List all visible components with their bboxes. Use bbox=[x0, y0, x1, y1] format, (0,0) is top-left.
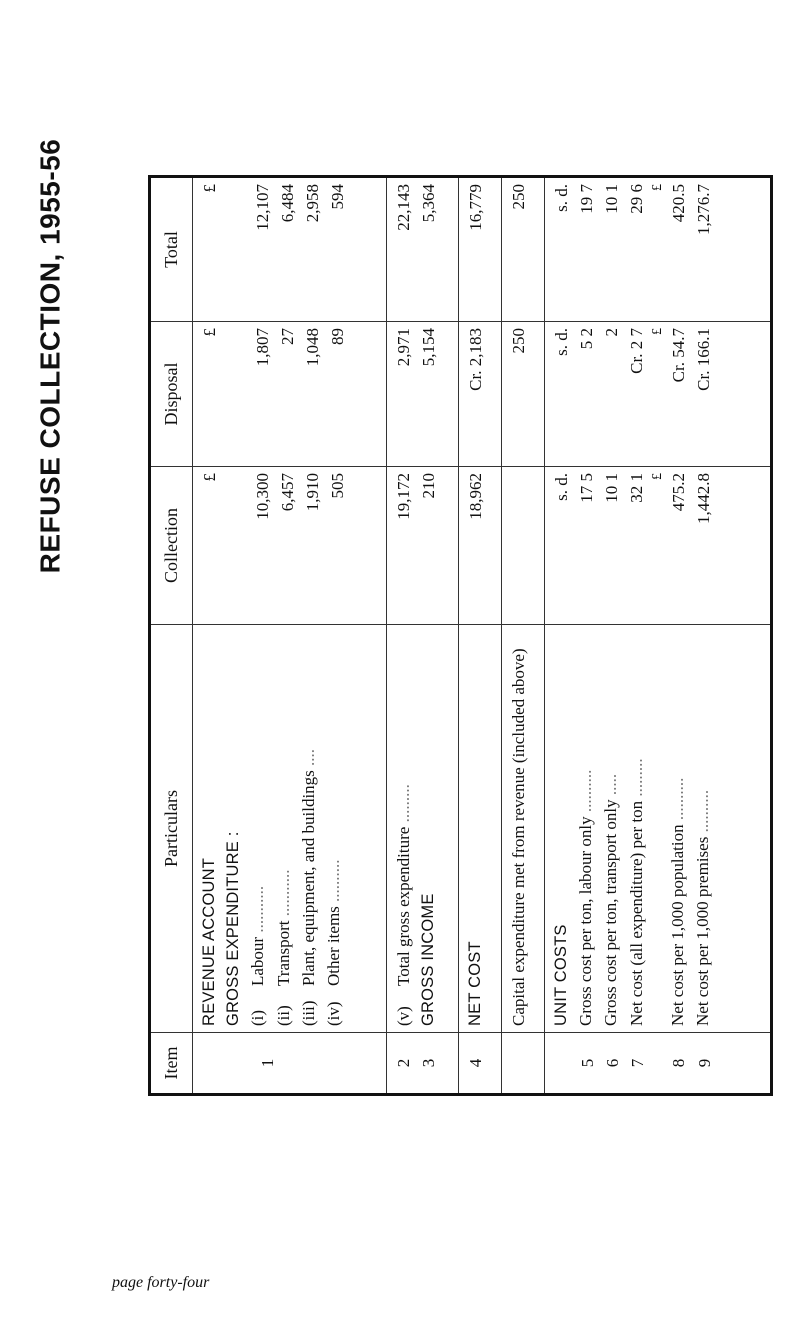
header-disposal: Disposal bbox=[150, 322, 193, 467]
collection-gross: 19,172 210 bbox=[387, 467, 459, 625]
row-gross-income: GROSS INCOME bbox=[419, 893, 438, 1026]
row-gross-labour: Gross cost per ton, labour only .......... bbox=[576, 769, 596, 1026]
header-item: Item bbox=[150, 1033, 193, 1095]
collection-net-cost: 18,962 bbox=[458, 467, 501, 625]
table-row-unit-costs bbox=[544, 177, 771, 1095]
particulars-cell bbox=[387, 625, 459, 1033]
row-net-per-ton: Net cost (all expenditure) per ton ......... bbox=[626, 758, 646, 1026]
particulars-cell bbox=[458, 625, 501, 1033]
particulars-cell bbox=[544, 625, 771, 1033]
disposal-net-cost: Cr. 2,183 bbox=[458, 322, 501, 467]
refuse-collection-table bbox=[148, 175, 773, 1096]
item-cell bbox=[544, 1033, 771, 1095]
row-transport: (ii)Transport ........... bbox=[273, 869, 293, 1026]
total-unit-costs: s. d. 19 7 10 1 29 6 £ 420.5 1,276.7 bbox=[544, 177, 771, 322]
header-total: Total bbox=[150, 177, 193, 322]
item-5: 5 bbox=[577, 1058, 597, 1068]
row-capital: Capital expenditure met from revenue (included above) bbox=[508, 648, 528, 1026]
refuse-table-container bbox=[148, 178, 773, 1096]
item-9: 9 bbox=[694, 1058, 714, 1068]
section-unit-costs: UNIT COSTS bbox=[551, 924, 570, 1026]
item-6: 6 bbox=[603, 1058, 623, 1068]
row-gross-transport: Gross cost per ton, transport only ..... bbox=[601, 773, 621, 1026]
disposal-unit-costs: s. d. 5 2 2 Cr. 2 7 £ Cr. 54.7 Cr. 166.1 bbox=[544, 322, 771, 467]
row-net-cost: NET COST bbox=[465, 941, 484, 1026]
row-net-per-pop: Net cost per 1,000 population .......... bbox=[667, 777, 687, 1026]
table-row-gross bbox=[387, 177, 459, 1095]
item-cell bbox=[458, 1033, 501, 1095]
section-gross-expenditure: GROSS EXPENDITURE : bbox=[224, 831, 243, 1026]
row-labour: (i)Labour ........... bbox=[248, 885, 268, 1026]
section-revenue-account: REVENUE ACCOUNT bbox=[199, 857, 218, 1026]
item-cell bbox=[501, 1033, 544, 1095]
table-header-row bbox=[150, 177, 193, 1095]
rotated-table bbox=[148, 178, 773, 1096]
item-2: 2 bbox=[394, 1058, 414, 1068]
total-expenditure: £ 12,107 6,484 2,958 594 bbox=[192, 177, 387, 322]
particulars-cell bbox=[501, 625, 544, 1033]
disposal-expenditure: £ 1,807 27 1,048 89 bbox=[192, 322, 387, 467]
disposal-capital: 250 bbox=[501, 322, 544, 467]
header-collection: Collection bbox=[150, 467, 193, 625]
header-particulars: Particulars bbox=[150, 625, 193, 1033]
total-gross: 22,143 5,364 bbox=[387, 177, 459, 322]
item-cell bbox=[387, 1033, 459, 1095]
page-footer: page forty-four bbox=[112, 1274, 210, 1291]
row-total-gross: (v)Total gross expenditure ......... bbox=[394, 784, 414, 1026]
collection-expenditure: £ 10,300 6,457 1,910 505 bbox=[192, 467, 387, 625]
item-1: 1 bbox=[257, 1058, 277, 1068]
row-other: (iv)Other items .......... bbox=[323, 859, 343, 1026]
row-net-per-premises: Net cost per 1,000 premises .......... bbox=[692, 789, 712, 1026]
page-title bbox=[20, 138, 80, 574]
item-4: 4 bbox=[465, 1058, 485, 1068]
collection-unit-costs: s. d. 17 5 10 1 32 1 £ 475.2 1,442.8 bbox=[544, 467, 771, 625]
item-cell bbox=[192, 1033, 387, 1095]
disposal-gross: 2,971 5,154 bbox=[387, 322, 459, 467]
collection-capital bbox=[501, 467, 544, 625]
particulars-cell bbox=[192, 625, 387, 1033]
table-row-net-cost bbox=[458, 177, 501, 1095]
total-capital: 250 bbox=[501, 177, 544, 322]
item-3: 3 bbox=[419, 1058, 439, 1068]
total-net-cost: 16,779 bbox=[458, 177, 501, 322]
item-8: 8 bbox=[669, 1058, 689, 1068]
item-7: 7 bbox=[628, 1058, 648, 1068]
table-row-capital bbox=[501, 177, 544, 1095]
row-plant: (iii)Plant, equipment, and buildings .... bbox=[298, 748, 318, 1026]
table-row-expenditure bbox=[192, 177, 387, 1095]
page-title-text: REFUSE COLLECTION, 1955-56 bbox=[34, 138, 65, 574]
